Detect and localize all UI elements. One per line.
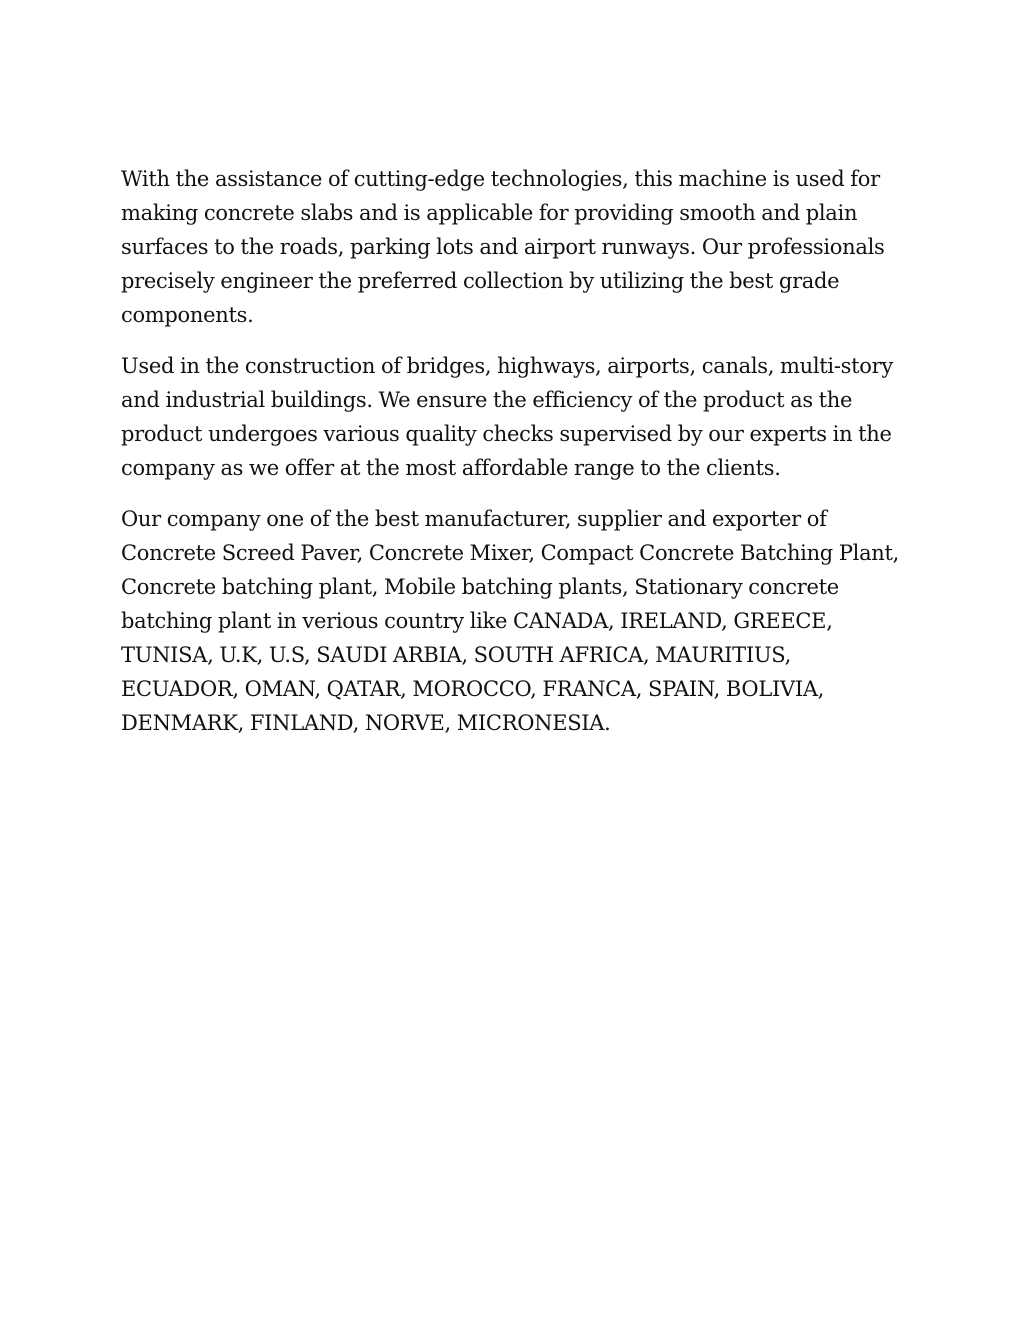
paragraph-intro: With the assistance of cutting-edge technologies, this machine is used for making concrete slabs and is applicable for providing smooth and plain surfaces to the roads, parking lots and airport runways. Our professionals precisely engineer the preferred collection by utilizing the best grade components.: [121, 167, 885, 327]
paragraph-company: Our company one of the best manufacturer, supplier and exporter of Concrete Screed Paver, Concrete Mixer, Compact Concrete Batching Plant, Concrete batching plant, Mobile batching plants, Stationary concrete batching plant in verious country like CANADA, IRELAND, GREECE, TUNISA, U.K, U.S, SAUDI ARBIA, SOUTH AFRICA, MAURITIUS, ECUADOR, OMAN, QATAR, MOROCCO, FRANCA, SPAIN, BOLIVIA, DENMARK, FINLAND, NORVE, MICRONESIA.: [121, 507, 900, 735]
document-body: [121, 162, 911, 757]
paragraph-applications: Used in the construction of bridges, highways, airports, canals, multi-story and industrial buildings. We ensure the efficiency of the product as the product undergoes various quality checks supervised by our experts in the company as we offer at the most affordable range to the clients.: [121, 354, 893, 480]
